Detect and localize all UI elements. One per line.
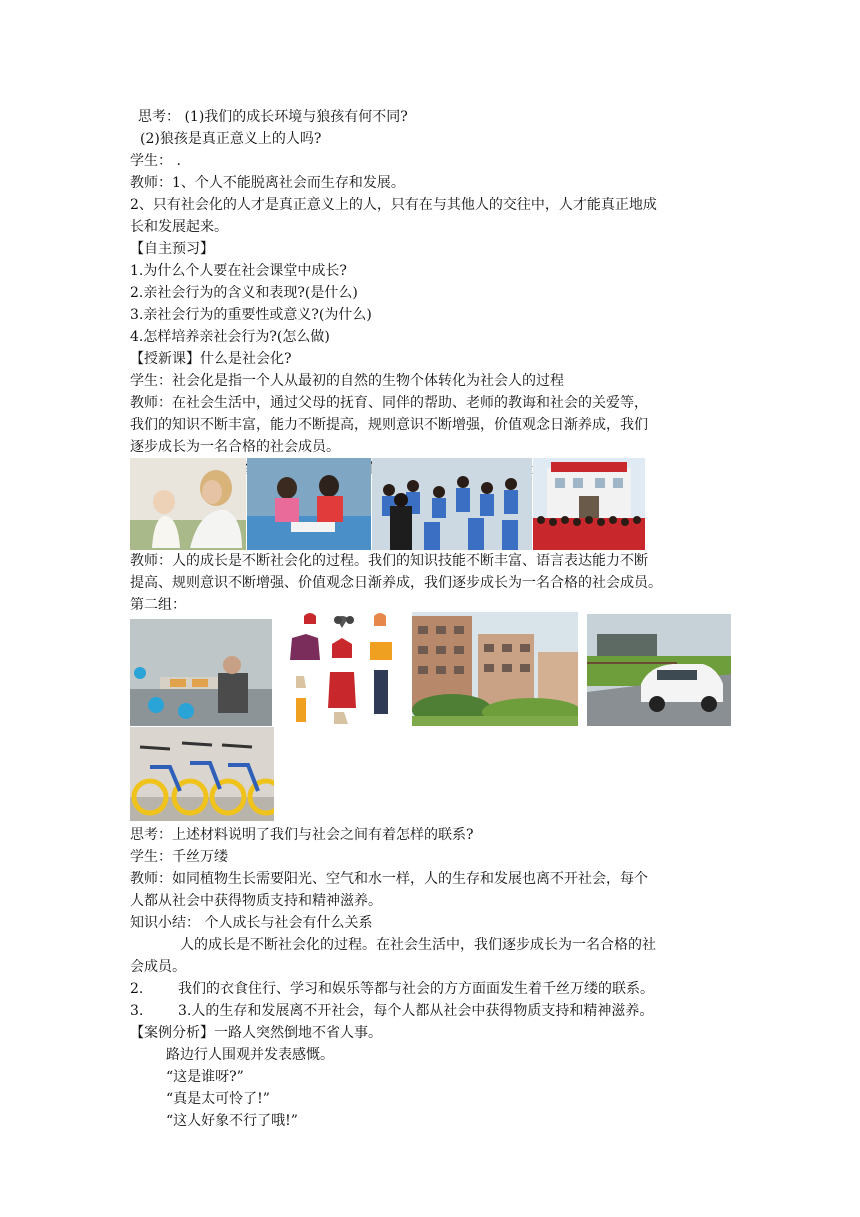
teacher-plant-analogy-1: 教师：如同植物生长需要阳光、空气和水一样，人的生存和发展也离不开社会，每个 [130, 871, 648, 887]
section-heading-preview: 【自主预习】 [130, 241, 214, 257]
photo-clothing-items [286, 612, 398, 726]
group-two-label: 第二组： [130, 597, 186, 613]
photo-residential-buildings [412, 612, 578, 726]
knowledge-summary-title: 知识小结： 个人成长与社会有什么关系 [130, 915, 373, 931]
preview-item-3: 3.亲社会行为的重要性或意义?(为什么) [130, 307, 372, 323]
preview-item-2: 2.亲社会行为的含义和表现?(是什么) [130, 285, 358, 301]
summary-point-1-cont: 会成员。 [130, 959, 186, 975]
photo-social-care [533, 458, 645, 550]
student-answer-blank: 学生： . [130, 153, 181, 169]
summary-point-3-number: 3. [130, 1003, 144, 1019]
teacher-summary-2: 提高、规则意识不断增强、价值观念日渐养成，我们逐步成长为一名合格的社会成员。 [130, 575, 662, 591]
summary-point-2 [130, 978, 654, 1000]
case-quote-1: “这是谁呀?” [166, 1069, 244, 1085]
summary-point-3-text: 3.人的生存和发展离不开社会，每个人都从社会中获得物质支持和精神滋养。 [178, 1003, 654, 1019]
teacher-plant-analogy-2: 人都从社会中获得物质支持和精神滋养。 [130, 893, 382, 909]
case-analysis-heading: 【案例分析】一路人突然倒地不省人事。 [130, 1025, 382, 1041]
teacher-explanation-1: 教师：在社会生活中，通过父母的抚育、同伴的帮助、老师的教诲和社会的关爱等， [130, 395, 648, 411]
section-heading-new-lesson: 【授新课】什么是社会化? [130, 351, 292, 367]
photo-teacher-classroom [372, 458, 532, 550]
case-quote-2: “真是太可怜了!” [166, 1091, 270, 1107]
think-question-2: (2)狼孩是真正意义上的人吗? [140, 131, 322, 147]
photo-canteen-dining [130, 619, 272, 726]
case-onlookers: 路边行人围观并发表感慨。 [166, 1047, 334, 1063]
preview-item-1: 1.为什么个人要在社会课堂中成长? [130, 263, 347, 279]
think-connection: 思考：上述材料说明了我们与社会之间有着怎样的联系? [130, 827, 474, 843]
teacher-point-1: 教师：1、个人不能脱离社会而生存和发展。 [130, 175, 405, 191]
photo-peer-help [247, 458, 371, 550]
teacher-point-2-cont: 长和发展起来。 [130, 219, 228, 235]
summary-point-1: 人的成长是不断社会化的过程。在社会生活中，我们逐步成长为一名合格的社 [180, 937, 656, 953]
teacher-explanation-3: 逐步成长为一名合格的社会成员。 [130, 439, 340, 455]
summary-point-2-number: 2. [130, 981, 144, 997]
teacher-explanation-2: 我们的知识不断丰富，能力不断提高，规则意识不断增强，价值观念日渐养成，我们 [130, 417, 648, 433]
student-definition: 学生：社会化是指一个人从最初的自然的生物个体转化为社会人的过程 [130, 373, 564, 389]
teacher-point-2: 2、只有社会化的人才是真正意义上的人，只有在与其他人的交往中，人才能真正地成 [130, 197, 657, 213]
student-answer-ties: 学生：千丝万缕 [130, 849, 228, 865]
think-question-1: 思考： (1)我们的成长环境与狼孩有何不同? [138, 109, 408, 125]
case-quote-3: “这人好象不行了哦!” [166, 1113, 298, 1129]
teacher-summary-1: 教师：人的成长是不断社会化的过程。我们的知识技能不断丰富、语言表达能力不断 [130, 553, 648, 569]
preview-item-4: 4.怎样培养亲社会行为?(怎么做) [130, 329, 330, 345]
photo-parent-nurturing [130, 458, 246, 550]
summary-point-3 [130, 1000, 653, 1022]
summary-point-2-text: 我们的衣食住行、学习和娱乐等都与社会的方方面面发生着千丝万缕的联系。 [178, 981, 654, 997]
photo-shared-bicycles [130, 727, 274, 821]
photo-white-car [587, 614, 731, 726]
